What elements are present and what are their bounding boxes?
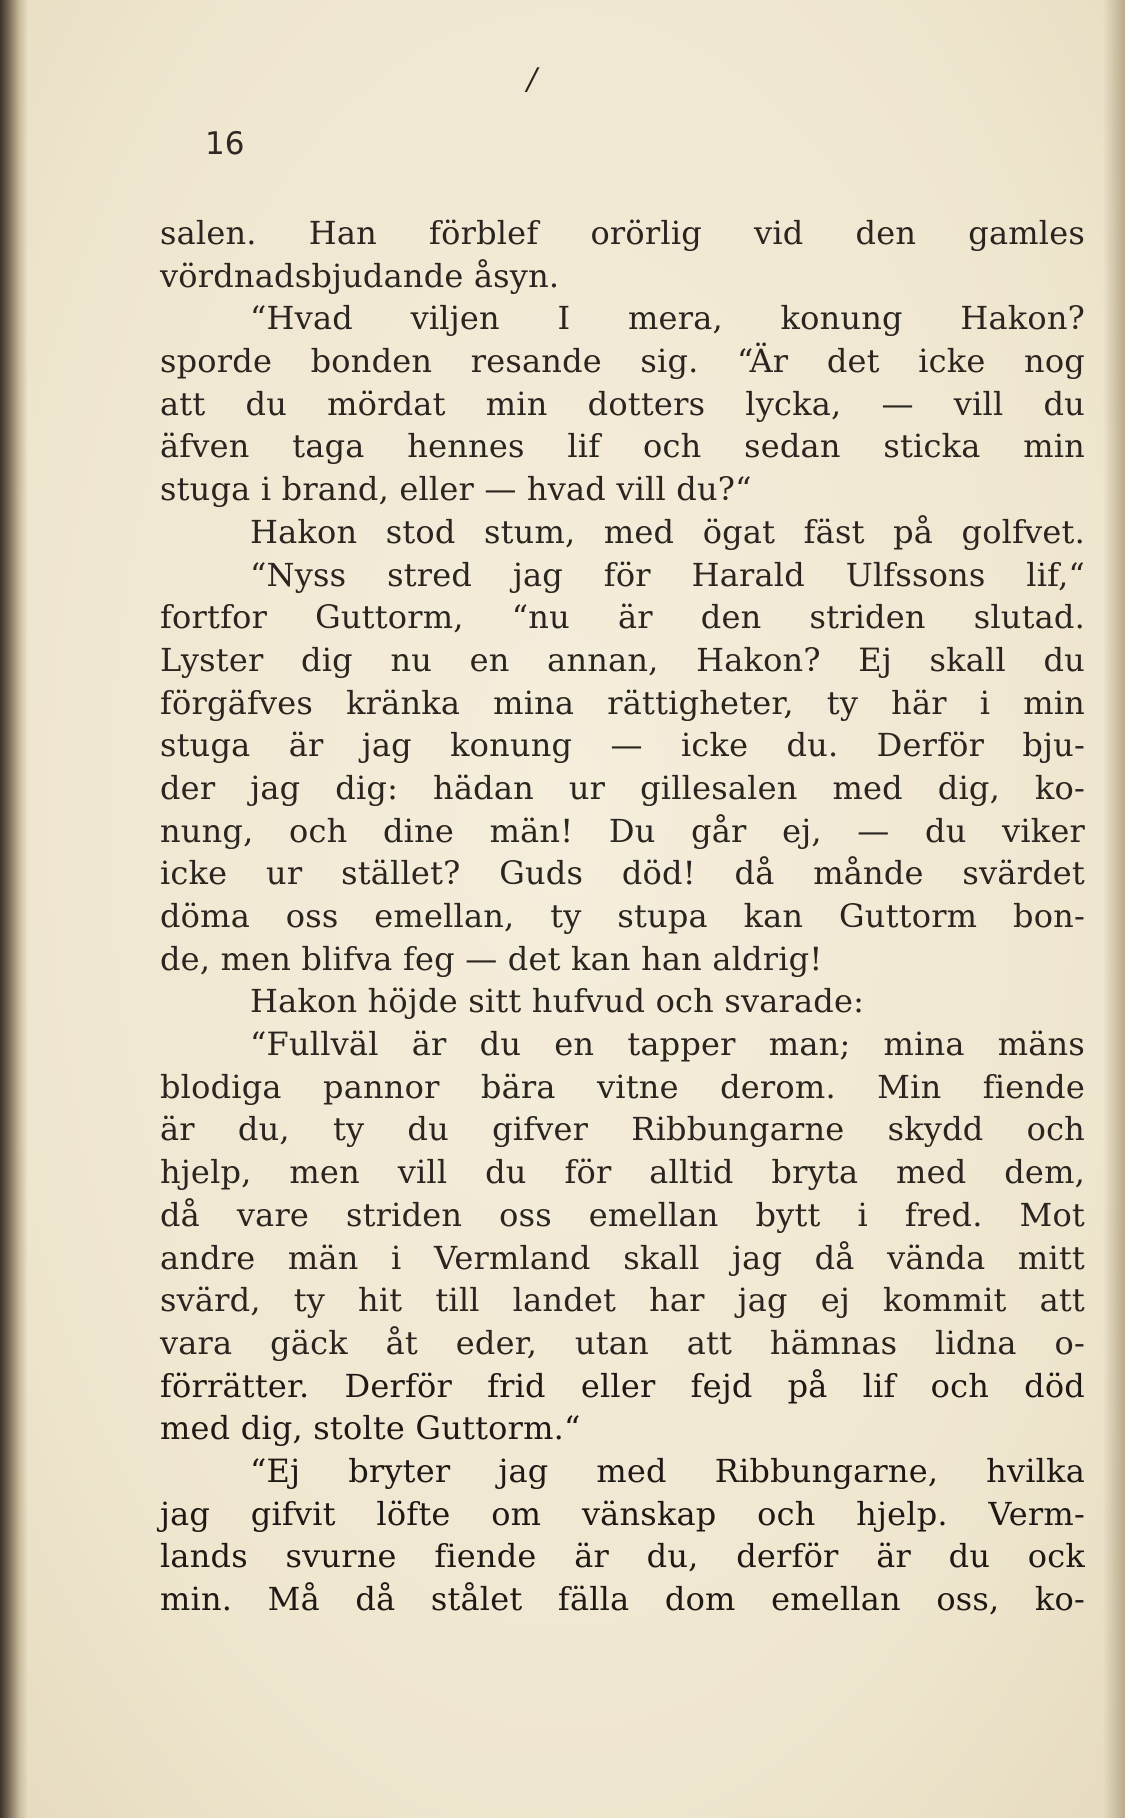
text-line: vara gäck åt eder, utan att hämnas lidna o- xyxy=(160,1323,1085,1362)
page-left-edge-shadow xyxy=(0,0,28,1818)
text-line: Lyster dig nu en annan, Hakon? Ej skall du xyxy=(160,640,1085,679)
text-line: nung, och dine män! Du går ej, — du viker xyxy=(160,811,1085,850)
text-line: med dig, stolte Guttorm.“ xyxy=(160,1409,581,1448)
text-line: förgäfves kränka mina rättigheter, ty här i min xyxy=(160,683,1085,722)
text-line: de, men blifva feg — det kan han aldrig! xyxy=(160,939,823,978)
text-line: döma oss emellan, ty stupa kan Guttorm bon- xyxy=(160,897,1085,935)
text-line: stuga i brand, eller — hvad vill du?“ xyxy=(160,470,752,509)
text-line: vördnadsbjudande åsyn. xyxy=(160,256,560,295)
page-right-edge-shadow xyxy=(1103,0,1125,1818)
text-line: lands svurne fiende är du, derför är du ock xyxy=(160,1537,1085,1576)
text-line: Hakon stod stum, med ögat fäst på golfvet. xyxy=(250,512,1085,551)
text-line: “Fullväl är du en tapper man; mina mäns xyxy=(250,1025,1085,1064)
text-line: äfven taga hennes lif och sedan sticka min xyxy=(160,427,1085,466)
text-line: jag gifvit löfte om vänskap och hjelp. Verm- xyxy=(160,1494,1085,1533)
text-line: hjelp, men vill du för alltid bryta med dem, xyxy=(160,1153,1085,1192)
text-line: “Nyss stred jag för Harald Ulfssons lif,“ xyxy=(250,555,1085,594)
text-line: är du, ty du gifver Ribbungarne skydd och xyxy=(160,1110,1085,1149)
text-line: förrätter. Derför frid eller fejd på lif och död xyxy=(160,1366,1085,1405)
text-line: min. Må då stålet fälla dom emellan oss, ko- xyxy=(160,1580,1085,1618)
text-line: blodiga pannor bära vitne derom. Min fiende xyxy=(160,1067,1085,1106)
body-text xyxy=(160,212,1085,1621)
text-line: icke ur stället? Guds död! då månde svärdet xyxy=(160,854,1085,893)
text-line: salen. Han förblef orörlig vid den gamles xyxy=(160,214,1085,252)
text-line: svärd, ty hit till landet har jag ej kommit att xyxy=(160,1281,1085,1320)
text-line: då vare striden oss emellan bytt i fred. Mot xyxy=(160,1195,1085,1234)
text-line: andre män i Vermland skall jag då vända mitt xyxy=(160,1238,1085,1277)
text-line: stuga är jag konung — icke du. Derför bju- xyxy=(160,726,1085,765)
text-line: “Hvad viljen I mera, konung Hakon? xyxy=(250,299,1085,338)
text-line: sporde bonden resande sig. “Är det icke nog xyxy=(160,342,1085,381)
ink-mark: / xyxy=(527,62,538,97)
text-line: fortfor Guttorm, “nu är den striden slutad. xyxy=(160,598,1085,637)
text-line: att du mördat min dotters lycka, — vill du xyxy=(160,384,1085,423)
text-line: der jag dig: hädan ur gillesalen med dig, ko- xyxy=(160,768,1085,807)
text-line: “Ej bryter jag med Ribbungarne, hvilka xyxy=(250,1451,1085,1490)
page-number: 16 xyxy=(205,126,245,162)
text-line: Hakon höjde sitt hufvud och svarade: xyxy=(250,982,865,1021)
